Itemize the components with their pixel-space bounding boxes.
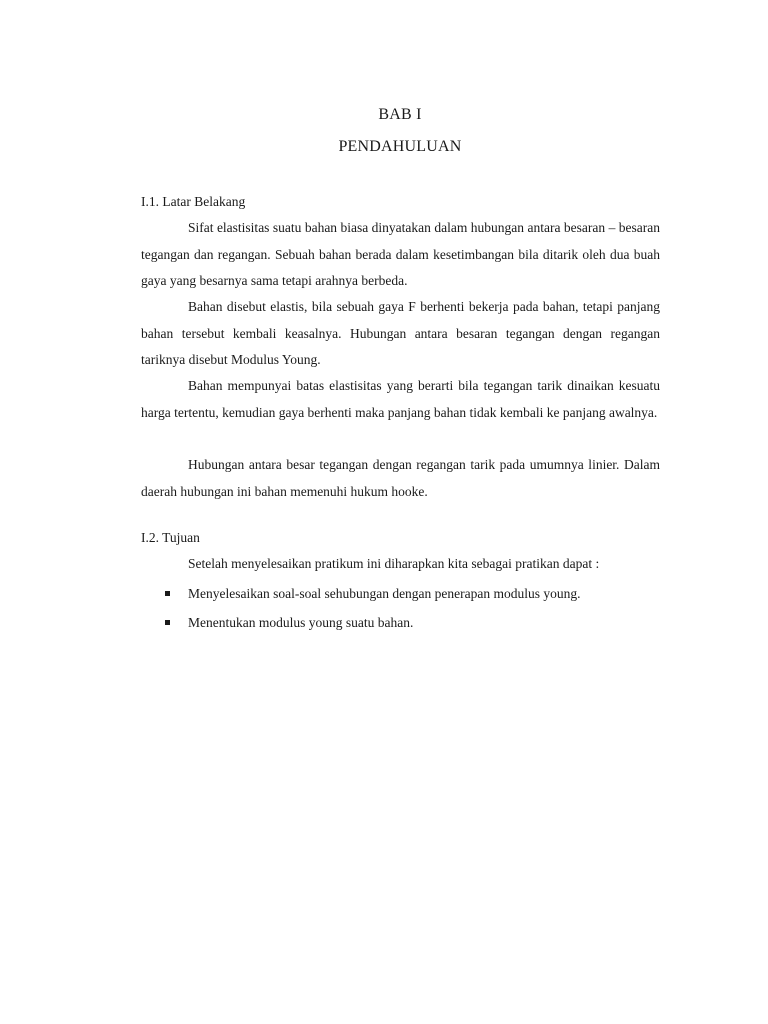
- paragraph: Bahan disebut elastis, bila sebuah gaya F berhenti bekerja pada bahan, tetapi panjang bahan tersebut kembali keasalnya. Hubungan antara besaran tegangan dengan regangan tariknya disebut Modulus Young.: [141, 299, 660, 367]
- list-item: [141, 581, 581, 610]
- paragraph: Hubungan antara besar tegangan dengan regangan tarik pada umumnya linier. Dalam daerah hubungan ini bahan memenuhi hukum hooke.: [141, 457, 660, 499]
- objectives-list: [141, 581, 581, 638]
- paragraph: Bahan mempunyai batas elastisitas yang berarti bila tegangan tarik dinaikan kesuatu harga tertentu, kemudian gaya berhenti maka panjang bahan tidak kembali ke panjang awalnya.: [141, 378, 660, 420]
- section-heading-latar-belakang: I.1. Latar Belakang: [141, 194, 246, 209]
- chapter-title: PENDAHULUAN: [338, 138, 462, 155]
- paragraph: Sifat elastisitas suatu bahan biasa dinyatakan dalam hubungan antara besaran – besaran tegangan dan regangan. Sebuah bahan berada dalam kesetimbangan bila ditarik oleh dua buah gaya yang besarnya sama tetapi arahnya berbeda.: [141, 220, 660, 288]
- square-bullet-icon: [165, 591, 170, 596]
- chapter-number: BAB I: [378, 106, 422, 123]
- list-item-text: Menyelesaikan soal-soal sehubungan dengan penerapan modulus young.: [188, 586, 581, 601]
- square-bullet-icon: [165, 620, 170, 625]
- tujuan-intro: Setelah menyelesaikan pratikum ini diharapkan kita sebagai pratikan dapat :: [188, 556, 600, 571]
- list-item-text: Menentukan modulus young suatu bahan.: [188, 614, 414, 630]
- list-item: [141, 610, 581, 639]
- section-heading-tujuan: I.2. Tujuan: [141, 530, 200, 545]
